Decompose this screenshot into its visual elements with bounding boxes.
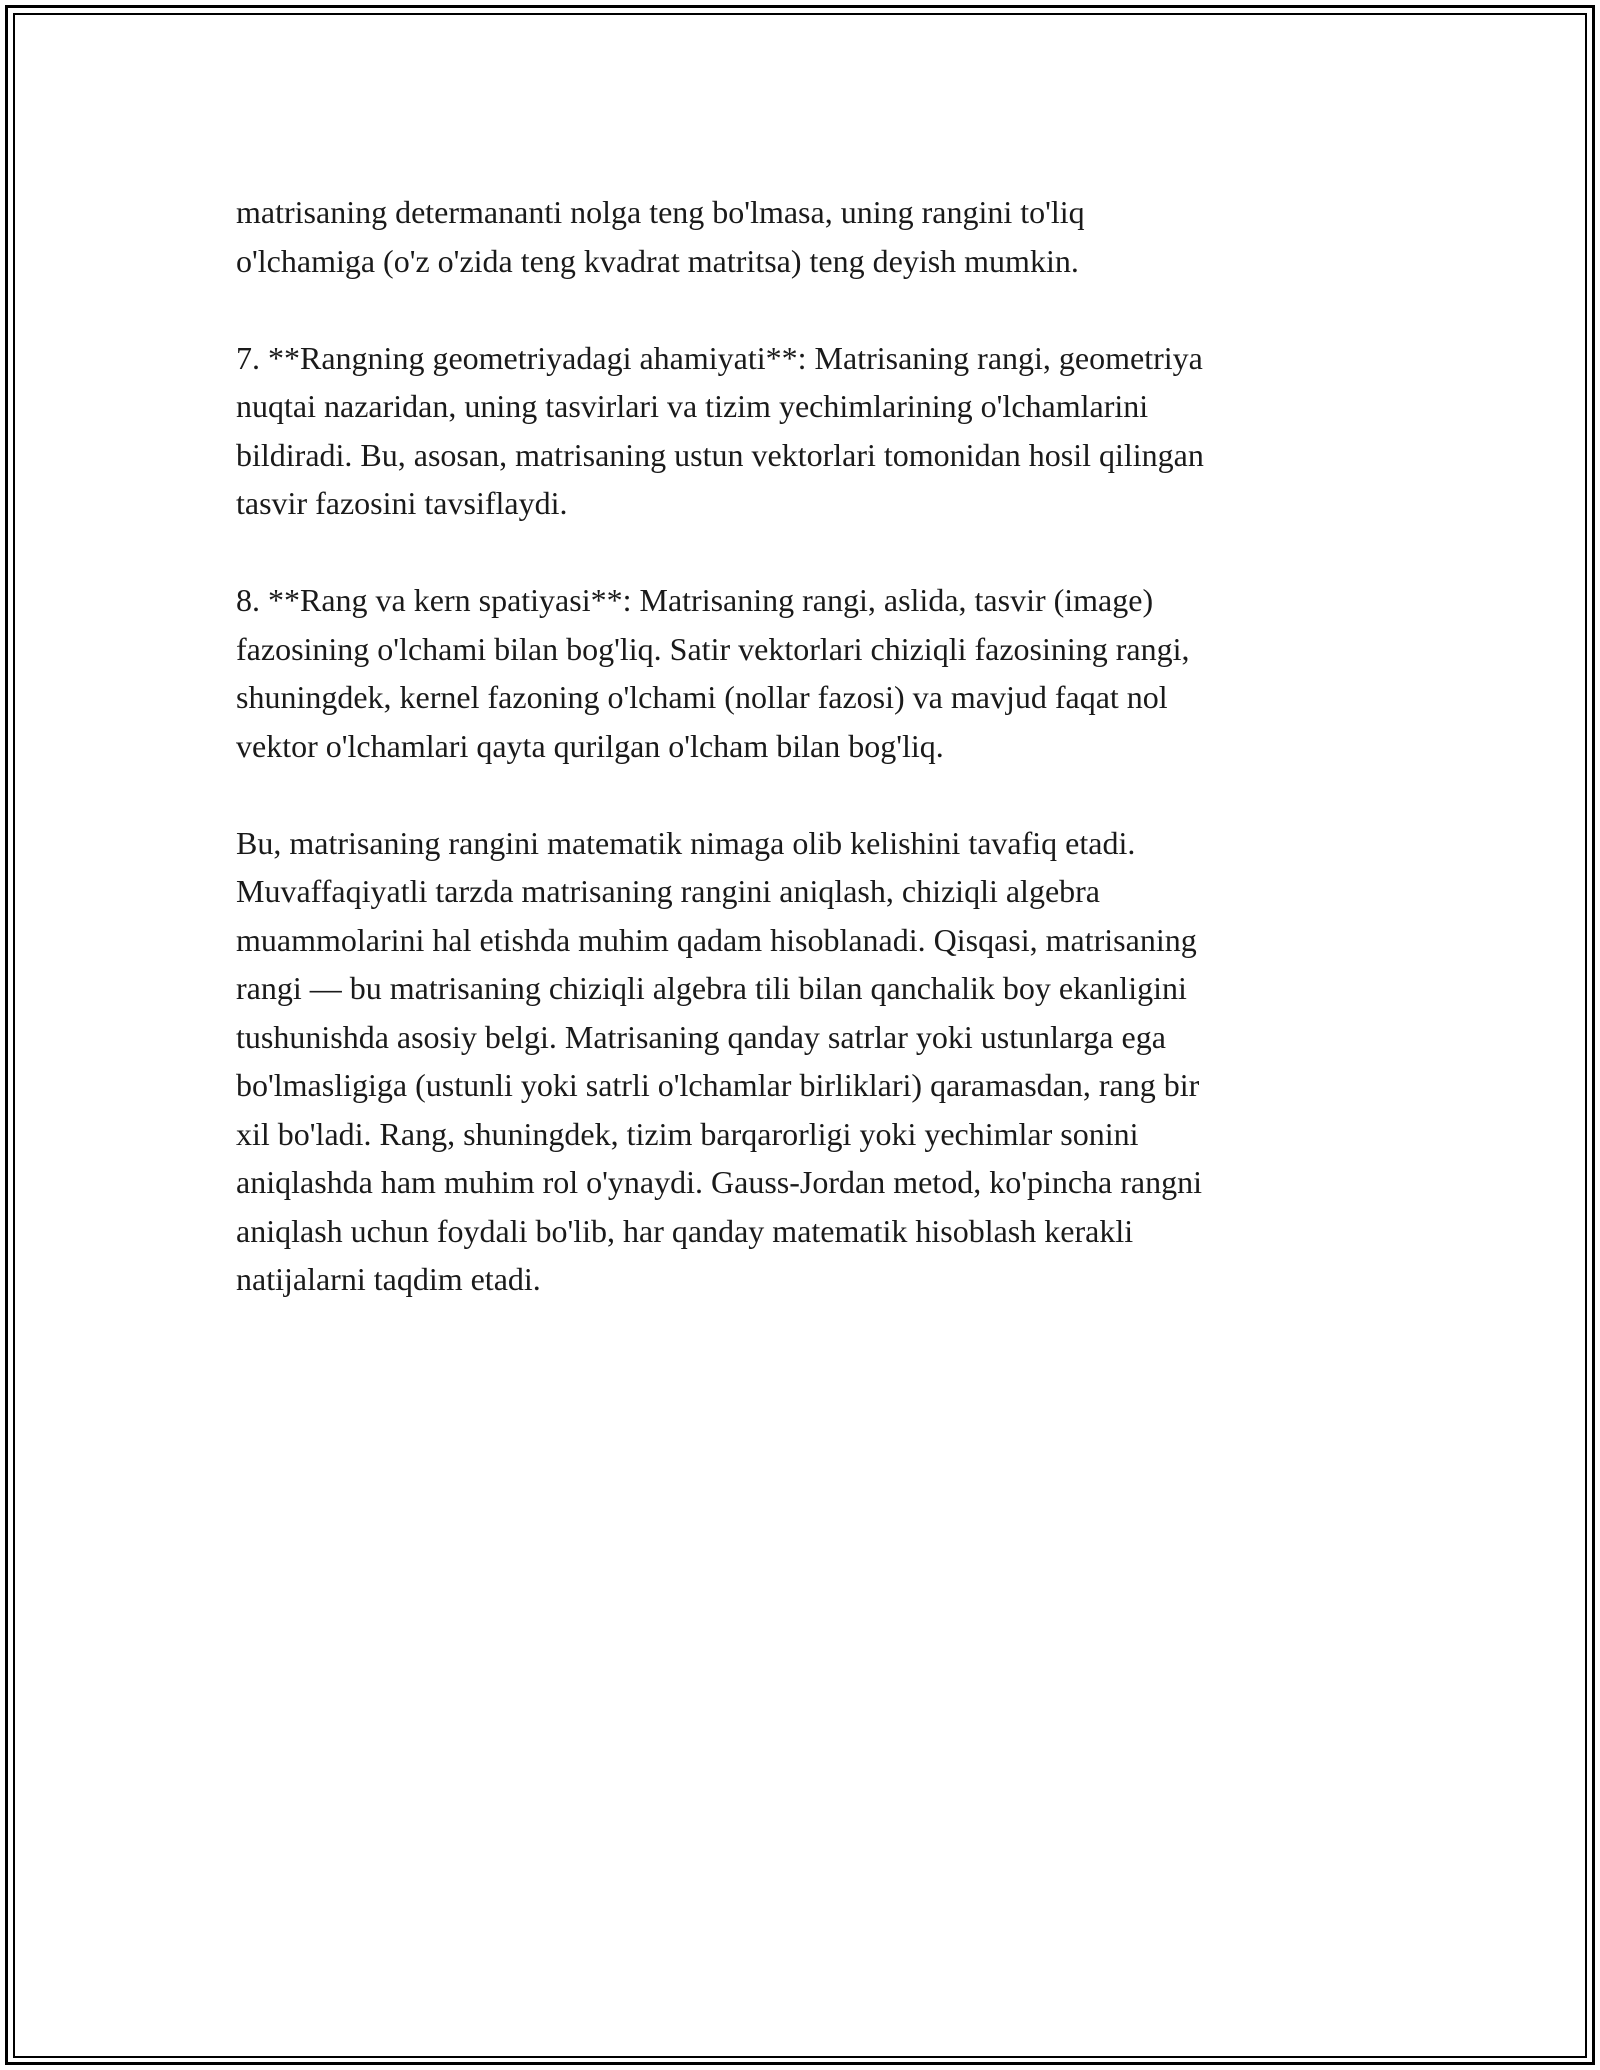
paragraph-item-7 [236, 334, 1366, 528]
text-line: rangi — bu matrisaning chiziqli algebra tili bilan qanchalik boy ekanligini [236, 970, 1187, 1006]
document-body [236, 188, 1366, 1352]
text-line: aniqlashda ham muhim rol o'ynaydi. Gauss-Jordan metod, ko'pincha rangni [236, 1164, 1202, 1200]
text-line: bildiradi. Bu, asosan, matrisaning ustun vektorlari tomonidan hosil qilingan [236, 436, 1204, 473]
text-line: Muvaffaqiyatli tarzda matrisaning rangini aniqlash, chiziqli algebra [236, 873, 1100, 909]
paragraph-conclusion [236, 819, 1366, 1304]
text-line: muammolarini hal etishda muhim qadam hisoblanadi. Qisqasi, matrisaning [236, 921, 1197, 958]
text-line: shuningdek, kernel fazoning o'lchami (nollar fazosi) va mavjud faqat nol [236, 679, 1168, 715]
text-line: vektor o'lchamlari qayta qurilgan o'lcham bilan bog'liq. [236, 727, 944, 764]
text-line: tasvir fazosini tavsiflaydi. [236, 485, 568, 521]
text-line: bo'lmasligiga (ustunli yoki satrli o'lchamlar birliklari) qaramasdan, rang bir [236, 1067, 1200, 1103]
text-line: xil bo'ladi. Rang, shuningdek, tizim barqarorligi yoki yechimlar sonini [236, 1115, 1139, 1152]
paragraph-item-8 [236, 576, 1366, 770]
text-line: natijalarni taqdim etadi. [236, 1261, 541, 1297]
paragraph-intro [236, 188, 1366, 285]
text-line: matrisaning determananti nolga teng bo'lmasa, uning rangini to'liq [236, 194, 1085, 230]
text-line: 8. **Rang va kern spatiyasi**: Matrisaning rangi, aslida, tasvir (image) [236, 582, 1154, 618]
text-line: fazosining o'lchami bilan bog'liq. Satir vektorlari chiziqli fazosining rangi, [236, 630, 1190, 667]
text-line: tushunishda asosiy belgi. Matrisaning qanday satrlar yoki ustunlarga ega [236, 1018, 1166, 1055]
text-line: Bu, matrisaning rangini matematik nimaga olib kelishini tavafiq etadi. [236, 824, 1136, 861]
text-line: nuqtai nazaridan, uning tasvirlari va tizim yechimlarining o'lchamlarini [236, 388, 1149, 424]
text-line: o'lchamiga (o'z o'zida teng kvadrat matritsa) teng deyish mumkin. [236, 242, 1079, 279]
text-line: 7. **Rangning geometriyadagi ahamiyati**: Matrisaning rangi, geometriya [236, 339, 1203, 376]
text-line: aniqlash uchun foydali bo'lib, har qanday matematik hisoblash kerakli [236, 1212, 1134, 1249]
